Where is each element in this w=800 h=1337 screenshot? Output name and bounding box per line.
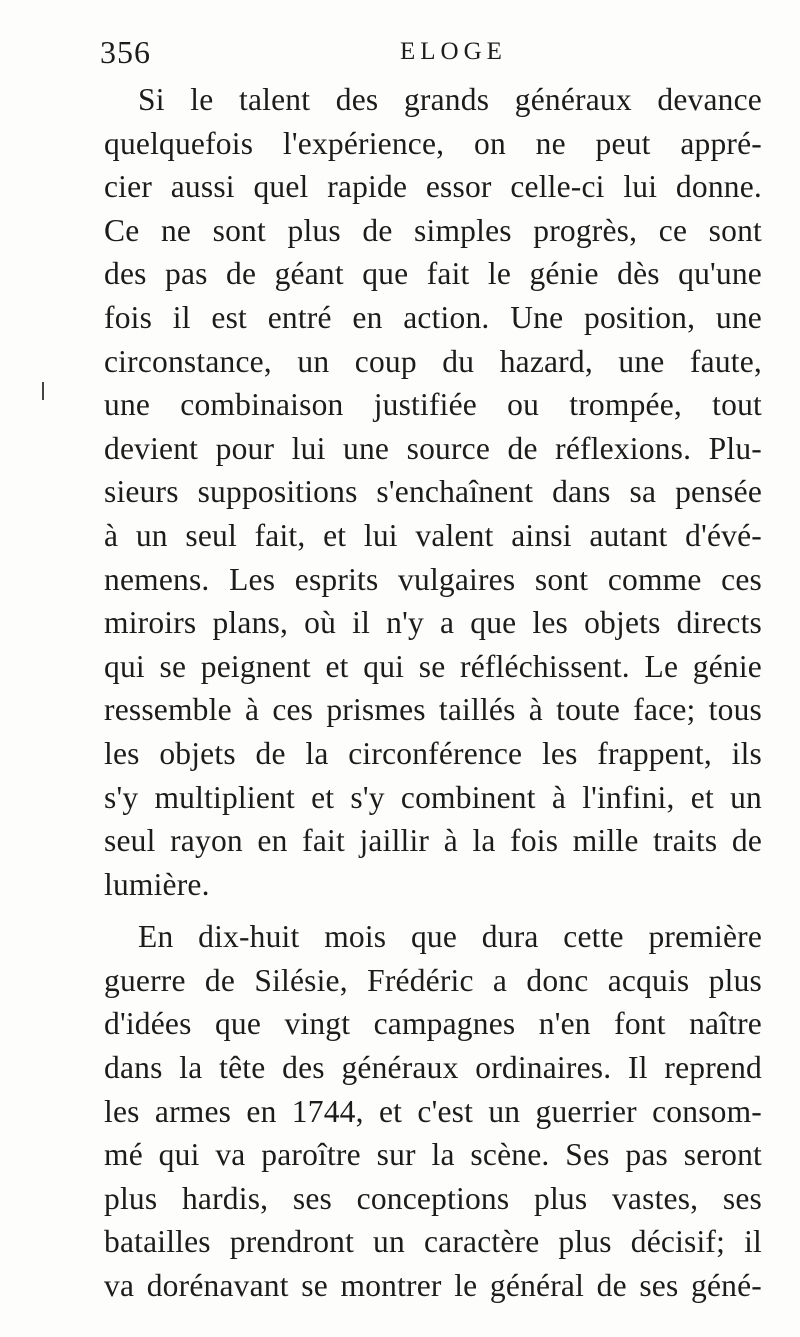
- text-line: les objets de la circonférence les frappent, ils: [104, 735, 762, 771]
- text-line: devient pour lui une source de réflexions. Plu-: [104, 430, 762, 466]
- paragraph-2: [104, 915, 762, 1307]
- text-line: à un seul fait, et lui valent ainsi autant d'évé-: [104, 517, 762, 553]
- text-line: sieurs suppositions s'enchaînent dans sa pensée: [104, 474, 762, 510]
- text-line: miroirs plans, où il n'y a que les objets directs: [104, 605, 762, 641]
- text-line: ressemble à ces prismes taillés à toute face; tous: [104, 692, 762, 728]
- text-line: s'y multiplient et s'y combinent à l'infini, et un: [104, 779, 762, 815]
- text-line: seul rayon en fait jaillir à la fois mille traits de: [104, 823, 762, 859]
- text-line: nemens. Les esprits vulgaires sont comme ces: [104, 561, 762, 597]
- text-line: quelquefois l'expérience, on ne peut appré-: [104, 125, 762, 161]
- margin-mark: [42, 382, 44, 400]
- text-line: Si le talent des grands généraux devance: [138, 82, 762, 117]
- text-line: En dix-huit mois que dura cette première: [138, 919, 762, 955]
- text-line: mé qui va paroître sur la scène. Ses pas seront: [104, 1137, 762, 1173]
- text-line: circonstance, un coup du hazard, une faute,: [104, 343, 762, 379]
- text-line: plus hardis, ses conceptions plus vastes, ses: [104, 1180, 762, 1216]
- running-title: ELOGE: [400, 38, 507, 65]
- text-line: va dorénavant se montrer le général de ses géné-: [104, 1268, 762, 1304]
- text-line: des pas de géant que fait le génie dès qu'une: [104, 256, 762, 292]
- text-line: dans la tête des généraux ordinaires. Il reprend: [104, 1050, 762, 1086]
- page-number: 356: [100, 34, 151, 70]
- paragraph-gap: [104, 906, 762, 915]
- text-line: fois il est entré en action. Une position, une: [104, 299, 762, 335]
- text-line: cier aussi quel rapide essor celle-ci lui donne.: [104, 169, 762, 205]
- text-line: Ce ne sont plus de simples progrès, ce sont: [104, 212, 762, 248]
- text-line: guerre de Silésie, Frédéric a donc acquis plus: [104, 962, 762, 998]
- paragraph-1: [104, 78, 762, 906]
- text-line: lumière.: [104, 866, 210, 902]
- text-line: batailles prendront un caractère plus décisif; il: [104, 1224, 762, 1260]
- running-head: [100, 34, 760, 78]
- text-line: les armes en 1744, et c'est un guerrier consom-: [104, 1093, 762, 1129]
- text-line: d'idées que vingt campagnes n'en font naître: [104, 1006, 762, 1042]
- text-line: qui se peignent et qui se réfléchissent. Le génie: [104, 648, 762, 684]
- body-text: [104, 78, 762, 1308]
- text-line: une combinaison justifiée ou trompée, tout: [104, 387, 762, 423]
